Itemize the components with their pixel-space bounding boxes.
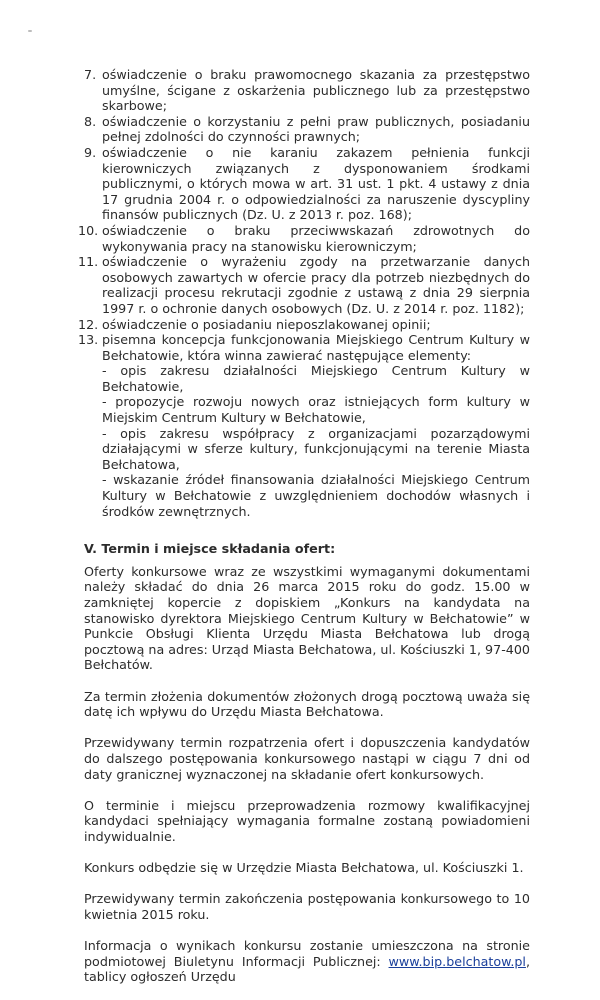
- list-item-text: oświadczenie o nie karaniu zakazem pełnienia funkcji kierowniczych związanych z dysponowaniem środkami publicznymi, o których mowa w art. 31 ust. 1 pkt. 4 ustawy z dnia 17 grudnia 2004 r. o odpowiedzialności za naruszenie dyscypliny finansów publicznych (Dz. U. z 2013 r. poz. 168);: [102, 144, 530, 223]
- sub-item: - propozycje rozwoju nowych oraz istniejących form kultury w Miejskim Centrum Kultury w Bełchatowie,: [102, 394, 530, 426]
- bip-link[interactable]: www.bip.belchatow.pl: [388, 953, 526, 969]
- scan-speck: [28, 30, 32, 32]
- list-item: 12. oświadczenie o posiadaniu nieposzlakowanej opinii;: [78, 316, 431, 332]
- list-item: 7. oświadczenie o braku prawomocnego skazania za przestępstwo umyślne, ścigane z oskarżenia publicznego lub za przestępstwo skarbowe;: [84, 67, 530, 114]
- list-item-text: oświadczenie o braku przeciwwskazań zdrowotnych do wykonywania pracy na stanowisku kierowniczym;: [102, 222, 530, 254]
- list-item-text: oświadczenie o posiadaniu nieposzlakowanej opinii;: [102, 316, 431, 332]
- list-item-text: oświadczenie o braku prawomocnego skazania za przestępstwo umyślne, ścigane z oskarżenia publicznego lub za przestępstwo skarbowe;: [102, 67, 530, 114]
- list-item: 9. oświadczenie o nie karaniu zakazem pełnienia funkcji kierowniczych związanych z dysponowaniem środkami publicznymi, o których mowa w art. 31 ust. 1 pkt. 4 ustawy z dnia 17 grudnia 2004 r. o odpowiedzialności za naruszenie dyscypliny finansów publicznych (Dz. U. z 2013 r. poz. 168);: [84, 144, 530, 223]
- list-item-text: oświadczenie o korzystaniu z pełni praw publicznych, posiadaniu pełnej zdolności do czynności prawnych;: [102, 113, 530, 145]
- list-item-text: pisemna koncepcja funkcjonowania Miejskiego Centrum Kultury w Bełchatowie, która winna zawierać następujące elementy:: [102, 332, 530, 363]
- document-page: [78, 67, 530, 1000]
- paragraph-review-term: Przewidywany termin rozpatrzenia ofert i dopuszczenia kandydatów do dalszego postępowania konkursowego nastąpi w ciągu 7 dni od daty granicznej wyznaczonej na składanie ofert konkursowych.: [84, 735, 530, 782]
- list-item: 11. oświadczenie o wyrażeniu zgody na przetwarzanie danych osobowych zawartych w ofercie pracy dla potrzeb niezbędnych do realizacji procesu rekrutacji zgodnie z ustawą z dnia 29 sierpnia 1997 r. o ochronie danych osobowych (Dz. U. z 2014 r. poz. 1182);: [78, 254, 530, 316]
- paragraph-postal-date: Za termin złożenia dokumentów złożonych drogą pocztową uważa się datę ich wpływu do Urzędu Miasta Bełchatowa.: [84, 688, 530, 720]
- requirements-list: [78, 67, 530, 519]
- list-item-text: oświadczenie o wyrażeniu zgody na przetwarzanie danych osobowych zawartych w ofercie pracy dla potrzeb niezbędnych do realizacji procesu rekrutacji zgodnie z ustawą z dnia 29 sierpnia 1997 r. o ochronie danych osobowych (Dz. U. z 2014 r. poz. 1182);: [102, 254, 530, 316]
- paragraph-deadline: Oferty konkursowe wraz ze wszystkimi wymaganymi dokumentami należy składać do dnia 26 marca 2015 roku do godz. 15.00 w zamkniętej kopercie z dopiskiem „Konkurs na kandydata na stanowisko dyrektora Miejskiego Centrum Kultury w Bełchatowie” w Punkcie Obsługi Klienta Urzędu Miasta Bełchatowa lub drogą pocztową na adres: Urząd Miasta Bełchatowa, ul. Kościuszki 1, 97-400 Bełchatów.: [84, 563, 530, 673]
- section-heading: V. Termin i miejsce składania ofert:: [84, 541, 336, 557]
- list-item: 10. oświadczenie o braku przeciwwskazań zdrowotnych do wykonywania pracy na stanowisku kierowniczym;: [78, 222, 530, 254]
- paragraph-end-date: Przewidywany termin zakończenia postępowania konkursowego to 10 kwietnia 2015 roku.: [84, 891, 530, 922]
- paragraph-results: Informacja o wynikach konkursu zostanie umieszczona na stronie podmiotowej Biuletynu Informacji Publicznej: www.bip.belchatow.pl, tablicy ogłoszeń Urzędu: [84, 938, 530, 985]
- paragraph-interview: O terminie i miejscu przeprowadzenia rozmowy kwalifikacyjnej kandydaci spełniający wymagania formalne zostaną powiadomieni indywidualnie.: [84, 797, 530, 844]
- paragraph-location: Konkurs odbędzie się w Urzędzie Miasta Bełchatowa, ul. Kościuszki 1.: [84, 860, 524, 876]
- list-item: 8. oświadczenie o korzystaniu z pełni praw publicznych, posiadaniu pełnej zdolności do czynności prawnych;: [84, 113, 530, 145]
- sub-item: - opis zakresu współpracy z organizacjami pozarządowymi działającymi w sferze kultury, funkcjonującymi na terenie Miasta Bełchatowa,: [102, 425, 530, 472]
- sub-item: - opis zakresu działalności Miejskiego Centrum Kultury w Bełchatowie,: [102, 363, 530, 394]
- list-item: 13. pisemna koncepcja funkcjonowania Miejskiego Centrum Kultury w Bełchatowie, która winna zawierać następujące elementy: - opis zakresu działalności Miejskiego Centrum Kultury w Bełchatowie, - propozycje rozwoju nowych oraz istniejących form kultury w Miejskim Centrum Kultury w Bełchatowie, - opis zakresu współpracy z organizacjami pozarządowymi działającymi w sferze kultury, funkcjonującymi na terenie Miasta Bełchatowa, - wskazanie źródeł finansowania działalności Miejskiego Centrum Kultury w Bełchatowie z uwzględnieniem dochodów własnych i środków zewnętrznych.: [78, 332, 530, 519]
- sub-item: - wskazanie źródeł finansowania działalności Miejskiego Centrum Kultury w Bełchatowie z uwzględnieniem dochodów własnych i środków zewnętrznych.: [102, 472, 530, 519]
